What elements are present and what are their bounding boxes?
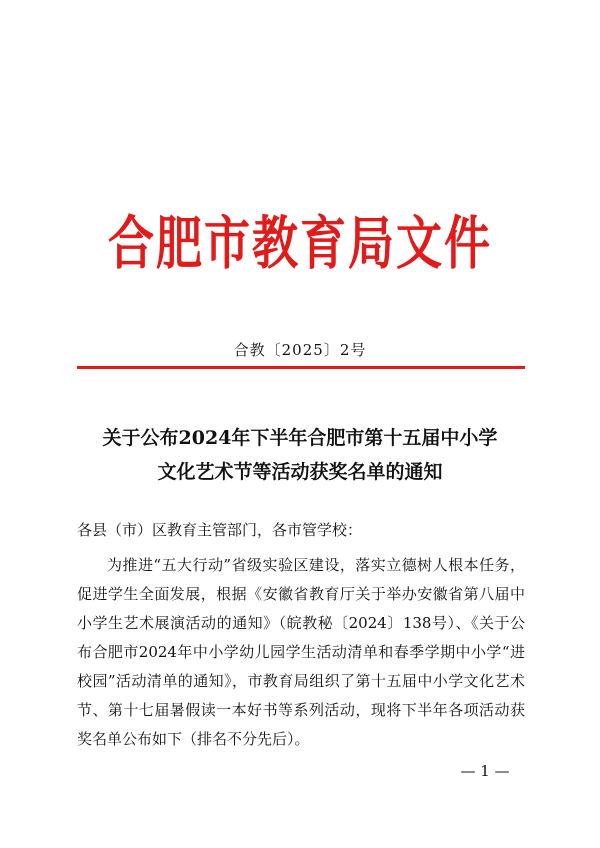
salutation: 各县（市）区教育主管部门，各市管学校： — [77, 521, 363, 539]
red-separator-line — [77, 366, 525, 369]
page-number: — 1 — — [460, 762, 510, 780]
body-paragraph: 为推进“五大行动”省级实验区建设，落实立德树人根本任务，促进学生全面发展，根据《安徽省教育厅关于举办安徽省第八届中小学生艺术展演活动的通知》（皖教秘〔2024〕138号）、《关于公布合肥市2024年中小学幼儿园学生活动清单和春季学期中小学“进校园”活动清单的通知》，市教育局组织了第十五届中小学文化艺术节、第十七届暑假读一本好书等系列活动，现将下半年各项活动获奖名单公布如下（排名不分先后）。 — [77, 556, 525, 748]
document-number: 合教〔2025〕2号 — [233, 341, 367, 359]
document-header-title: 合肥市教育局文件 — [108, 209, 492, 277]
notice-title-line-1: 关于公布2024年下半年合肥市第十五届中小学 — [102, 427, 498, 449]
notice-title-line-2: 文化艺术节等活动获奖名单的通知 — [157, 461, 443, 483]
notice-title — [60, 421, 540, 489]
